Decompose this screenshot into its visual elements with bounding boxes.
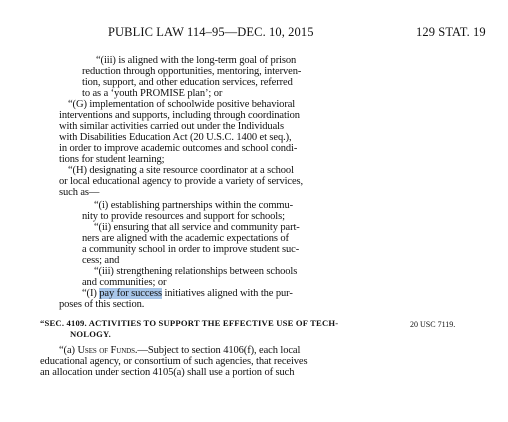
running-header-stat: 129 STAT. 19 (416, 25, 486, 39)
text-line: reduction through opportunities, mentoring, interven- (82, 66, 302, 77)
text-fragment: .—Subject to section 4106(f), each local (134, 345, 301, 356)
text-line: with similar activities carried out under the Individuals (59, 121, 284, 132)
text-line: ners are aligned with the academic expectations of (82, 233, 289, 244)
text-line: a community school in order to improve student suc- (82, 244, 300, 255)
text-line: and communities; or (82, 277, 167, 288)
text-line: educational agency, or consortium of such agencies, that receives (40, 356, 308, 367)
text-line: cess; and (82, 255, 120, 266)
subsection-heading: Uses of Funds (77, 345, 135, 356)
text-line: to as a ‘youth PROMISE plan’; or (82, 88, 223, 99)
text-line (82, 288, 293, 299)
running-header-law: PUBLIC LAW 114–95—DEC. 10, 2015 (108, 25, 314, 39)
text-fragment: an allocation under section 4105(a) shall use a portion of such (40, 367, 295, 378)
text-line: such as— (59, 187, 100, 198)
text-fragment: initiatives aligned with the pur- (161, 288, 293, 299)
text-line (59, 345, 300, 356)
text-line: poses of this section. (59, 299, 145, 310)
text-line: “(G) implementation of schoolwide positive behavioral (68, 99, 296, 110)
text-line: in order to improve academic outcomes and school condi- (59, 143, 298, 154)
text-line-clipped (40, 367, 470, 378)
text-line: “(iii) strengthening relationships between schools (94, 266, 298, 277)
text-line: tion, support, and other education services, referred (82, 77, 293, 88)
text-line: “(i) establishing partnerships within the commu- (94, 200, 294, 211)
text-line: nity to provide resources and support for schools; (82, 211, 285, 222)
text-line: interventions and supports, including through coordination (59, 110, 300, 121)
margin-note: 20 USC 7119. (410, 320, 456, 329)
text-line: with Disabilities Education Act (20 U.S.C. 1400 et seq.), (59, 132, 292, 143)
text-line: “(ii) ensuring that all service and community part- (94, 222, 300, 233)
section-heading-continued: NOLOGY. (70, 329, 111, 339)
selected-text-highlight[interactable]: pay for success (99, 288, 162, 299)
text-line: or local educational agency to provide a variety of services, (59, 176, 304, 187)
text-fragment: “(a) (59, 345, 78, 356)
text-line: “(iii) is aligned with the long-term goal of prison (96, 55, 297, 66)
section-heading: “SEC. 4109. ACTIVITIES TO SUPPORT THE EFFECTIVE USE OF TECH- (40, 318, 339, 328)
text-line: tions for student learning; (59, 154, 165, 165)
text-fragment: “(I) (82, 288, 100, 299)
text-line: “(H) designating a site resource coordinator at a school (68, 165, 294, 176)
